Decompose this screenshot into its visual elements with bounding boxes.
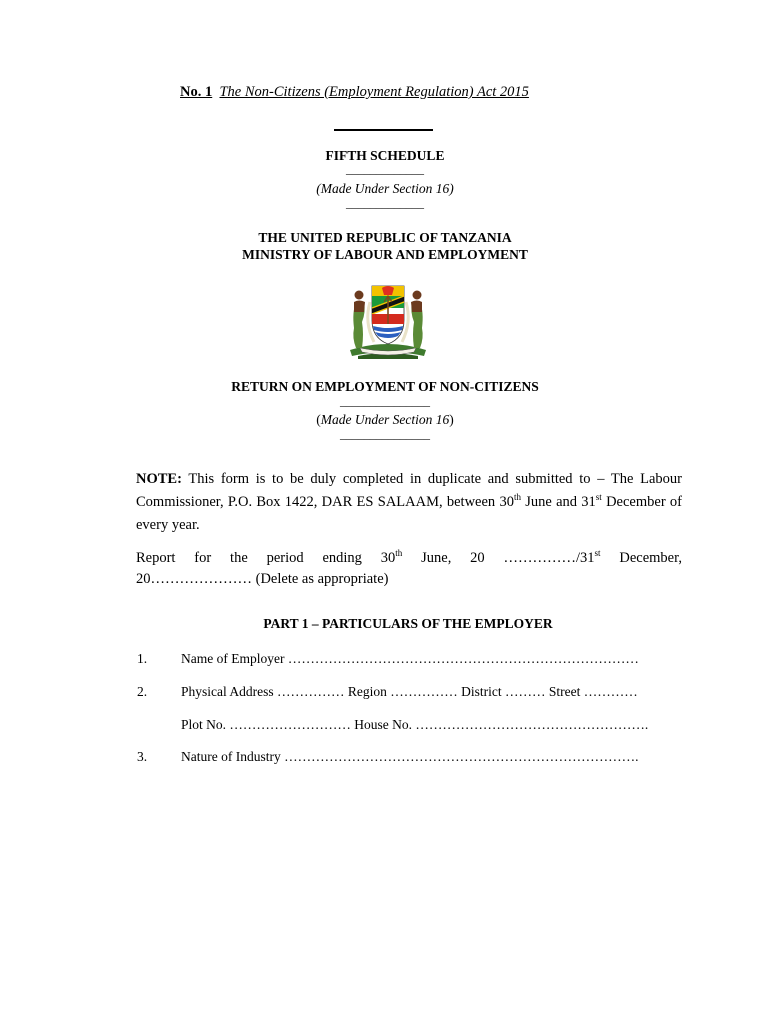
report-sup: st [594, 548, 601, 559]
act-title: The Non-Citizens (Employment Regulation) Act 2015 [219, 84, 529, 100]
report-word: 30 [380, 550, 396, 566]
schedule-title: FIFTH SCHEDULE [325, 148, 445, 163]
report-word: the [230, 550, 248, 566]
name-of-employer-field[interactable]: Name of Employer …………………………………………………………………… [181, 651, 639, 666]
report-word: ending [322, 550, 362, 566]
report-word: Report [136, 550, 176, 566]
ministry-title: MINISTRY OF LABOUR AND EMPLOYMENT [242, 247, 528, 262]
report-date-31st [503, 548, 600, 569]
physical-address-field[interactable]: Physical Address …………… Region …………… District ……… Street ………… [181, 684, 638, 699]
act-header [180, 84, 529, 101]
schedule-rule-bottom: _____________ [346, 196, 424, 210]
report-word: period [266, 550, 304, 566]
coat-of-arms-icon [340, 272, 436, 360]
report-period-line1 [136, 548, 682, 569]
report-sup: th [395, 548, 403, 559]
header-divider [334, 129, 433, 131]
note-text-c: December of every year. [136, 494, 682, 533]
form-rule-top: _______________ [340, 394, 430, 408]
report-word: for [194, 550, 212, 566]
report-word: December, [619, 550, 682, 566]
schedule-rule-top: _____________ [346, 162, 424, 176]
report-word: ……………/31 [503, 550, 595, 566]
report-word: June, [421, 550, 452, 566]
note-text-a: This form is to be duly completed in duplicate and submitted to – The Labour Commissioner, P.O. Box 1422, DAR ES SALAAM, between 30 [136, 471, 682, 510]
report-period [136, 548, 682, 590]
form-made-under-close-paren: ) [449, 412, 454, 427]
report-period-line2: 20………………… (Delete as appropriate) [136, 571, 389, 587]
form-made-under-open-paren: ( [316, 412, 321, 427]
republic-title: THE UNITED REPUBLIC OF TANZANIA [258, 230, 512, 245]
form-rule-bottom: _______________ [340, 427, 430, 441]
item-number: 2. [137, 684, 148, 699]
part1-title: PART 1 – PARTICULARS OF THE EMPLOYER [263, 616, 553, 631]
note-label: NOTE: [136, 471, 182, 487]
schedule-made-under: (Made Under Section 16) [316, 181, 454, 196]
submission-note [136, 468, 682, 537]
nature-of-industry-field[interactable]: Nature of Industry ……………………………………………………………………. [181, 749, 639, 764]
act-number: No. 1 [180, 84, 213, 100]
item-number: 1. [137, 651, 148, 666]
report-date-30th [381, 548, 403, 569]
note-sup-a: th [513, 492, 521, 503]
report-word: 20 [470, 550, 485, 566]
note-text-b: June and 31 [520, 494, 596, 510]
form-made-under [0, 412, 770, 428]
plot-house-field[interactable]: Plot No. ……………………… House No. ……………………………………………. [181, 717, 649, 732]
form-made-under-text: Made Under Section 16 [320, 412, 450, 427]
note-sup-b: st [595, 492, 602, 503]
form-title: RETURN ON EMPLOYMENT OF NON-CITIZENS [231, 379, 539, 394]
item-number: 3. [137, 749, 148, 764]
